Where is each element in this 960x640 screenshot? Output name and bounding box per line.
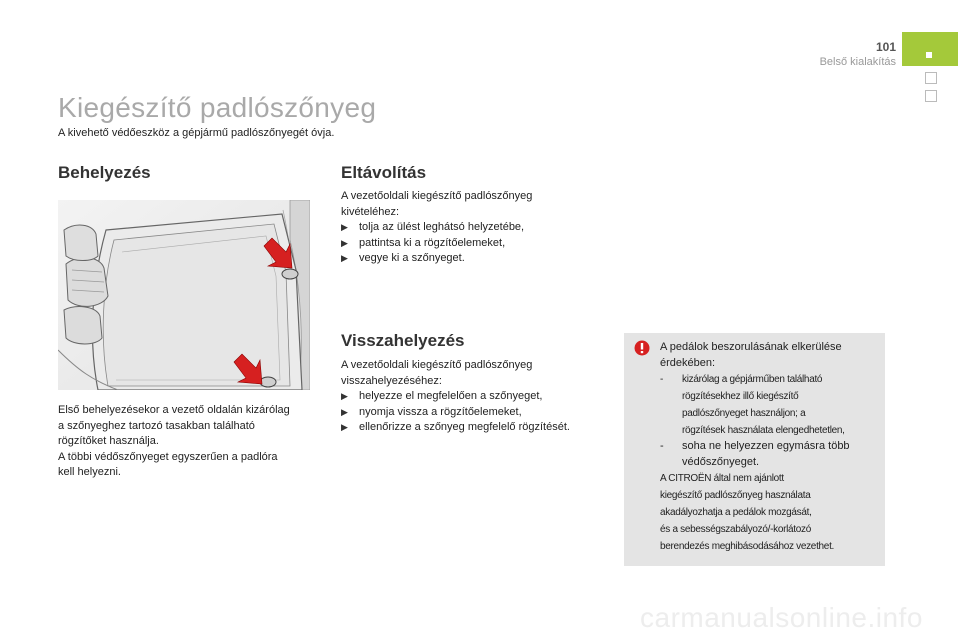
warning-dash-item: - soha ne helyezzen egymásra több védőszőnyeget. (660, 440, 850, 468)
warning-exclamation-icon (634, 340, 650, 356)
text-line: a szőnyeghez tartozó tasakban található (58, 419, 255, 432)
list-item: ▶ helyezze el megfelelően a szőnyeget, (341, 389, 621, 405)
heading-eltavolitas: Eltávolítás (341, 163, 427, 182)
arrow-bullet-icon: ▶ (341, 422, 348, 432)
arrow-bullet-icon: ▶ (341, 222, 348, 232)
text-line: A CITROËN által nem ajánlott (660, 473, 784, 484)
chapter-tab-empty-2[interactable] (925, 90, 937, 102)
arrow-bullet-icon: ▶ (341, 253, 348, 263)
arrow-bullet-icon: ▶ (341, 406, 348, 417)
text-line: visszahelyezéséhez: (341, 374, 442, 387)
arrow-bullet-icon: ▶ (341, 391, 348, 401)
text-line: berendezés meghibásodásához vezethet. (660, 541, 835, 552)
text-line: érdekében: (660, 356, 716, 369)
text-line: kivételéhez: (341, 205, 400, 218)
floor-mat-illustration (58, 200, 310, 390)
list-item: ▶ tolja az ülést leghátsó helyzetébe, (341, 220, 611, 236)
text-line: akadályozhatja a pedálok mozgását, (660, 507, 812, 518)
list-item: ▶ ellenőrizze a szőnyeg megfelelő rögzítését. (341, 420, 621, 436)
pedal-icon (64, 307, 102, 344)
text-line: kell helyezni. (58, 466, 121, 478)
list-item: ▶ vegye ki a szőnyeget. (341, 251, 611, 267)
text-line: A többi védőszőnyeget egyszerűen a padlóra (58, 450, 278, 463)
text-line: Első behelyezésekor a vezető oldalán kizárólag (58, 404, 290, 416)
eltavolitas-bullets (341, 220, 611, 267)
page-subtitle: A kivehető védőeszköz a gépjármű padlószőnyegét óvja. (58, 127, 335, 139)
text-line: A vezetőoldali kiegészítő padlószőnyeg (341, 359, 533, 371)
text-line: A vezetőoldali kiegészítő padlószőnyeg (341, 190, 533, 202)
visszahelyezes-text (341, 358, 621, 436)
section-title: Belső kialakítás (819, 56, 896, 68)
heading-behelyezes: Behelyezés (58, 163, 151, 182)
warning-dash-item: - kizárólag a gépjárműben található rögzítésekhez illő kiegészítő padlószőnyeget használjon; a rögzítések használata elengedhetetlen, (660, 374, 845, 436)
eltavolitas-text (341, 189, 611, 267)
page-number: 101 (875, 40, 896, 54)
watermark: carmanualsonline.info (640, 602, 923, 633)
chapter-tab-empty-1[interactable] (925, 72, 937, 84)
arrow-bullet-icon: ▶ (341, 237, 348, 248)
fixing-point-icon (260, 377, 276, 387)
behelyezes-text (58, 403, 318, 481)
chapter-tab[interactable] (902, 32, 958, 66)
heading-visszahelyezes: Visszahelyezés (341, 331, 465, 350)
list-item: ▶ nyomja vissza a rögzítőelemeket, (341, 405, 621, 421)
list-item: ▶ pattintsa ki a rögzítőelemeket, (341, 236, 611, 252)
fixing-point-icon (282, 269, 298, 279)
pedal-icon (66, 258, 108, 307)
visszahelyezes-bullets (341, 389, 621, 436)
text-line: A pedálok beszorulásának elkerülése (660, 341, 842, 353)
text-line: rögzítőket használja. (58, 435, 159, 447)
warning-text (660, 340, 880, 555)
text-line: és a sebességszabályozó/-korlátozó (660, 524, 812, 535)
tab-marker-icon (926, 52, 932, 58)
page-title: Kiegészítő padlószőnyeg (58, 92, 377, 123)
pedal-icon (64, 225, 98, 260)
text-line: kiegészítő padlószőnyeg használata (660, 490, 811, 501)
